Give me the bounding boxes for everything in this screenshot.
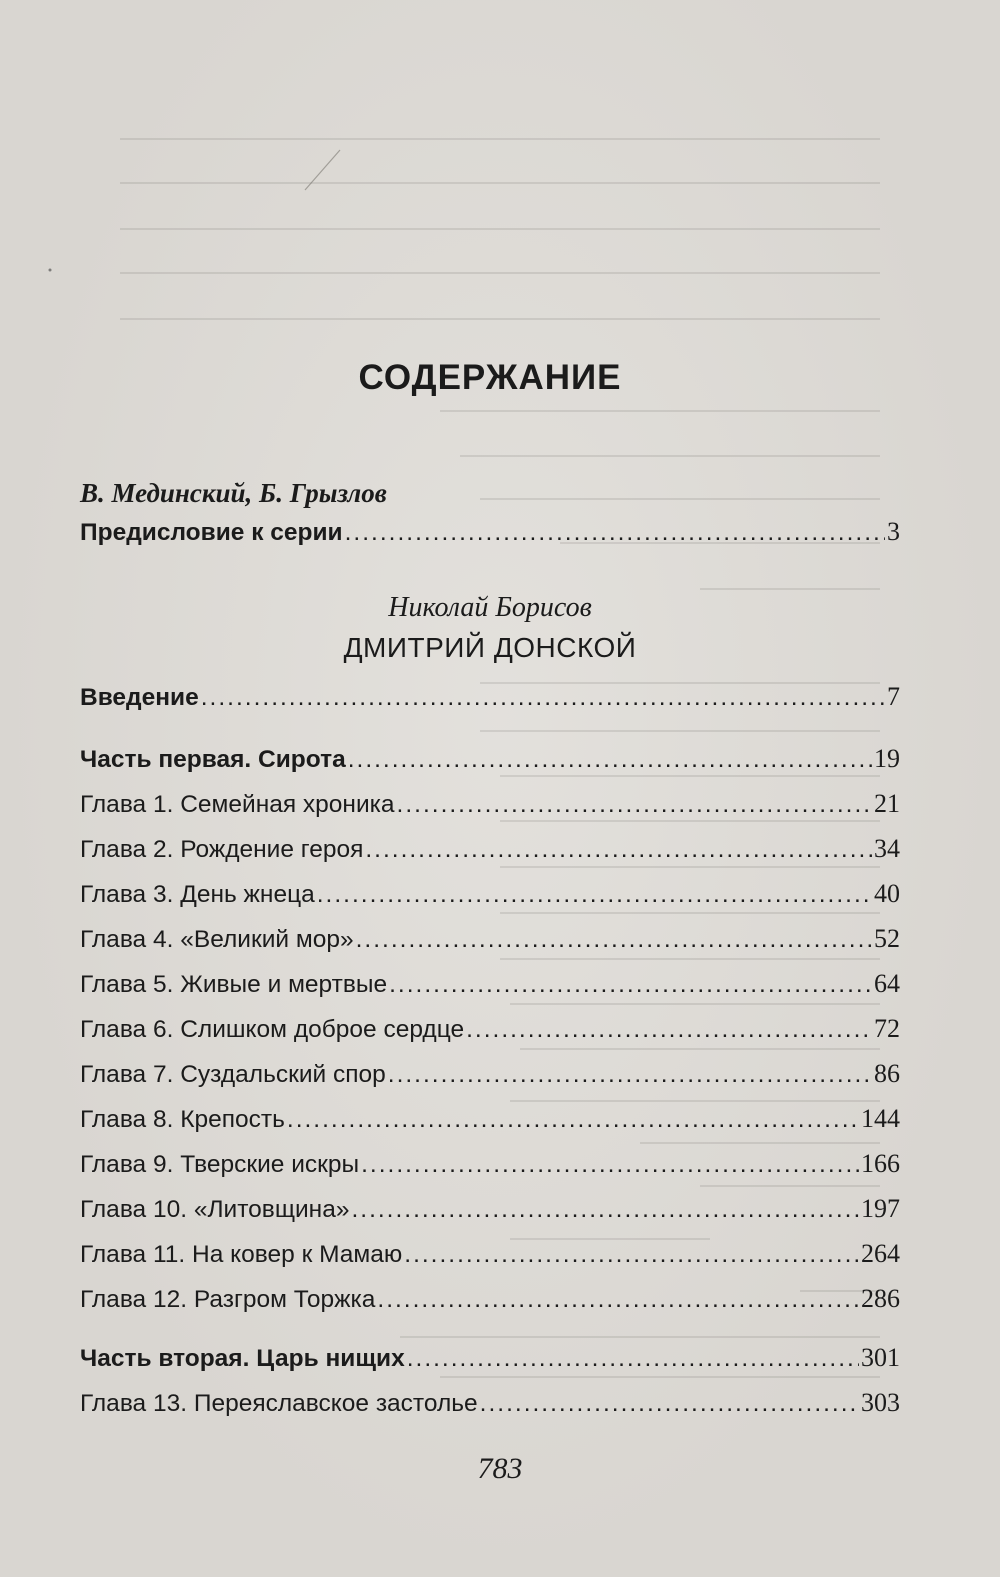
toc-entry-page: 21 xyxy=(874,789,900,818)
toc-entry xyxy=(80,1194,900,1232)
dot-leader xyxy=(351,1196,859,1224)
dot-leader xyxy=(389,971,872,999)
toc-entry xyxy=(80,517,900,555)
book-author: Николай Борисов xyxy=(388,592,592,623)
toc-entry xyxy=(80,1059,900,1097)
pencil-mark xyxy=(300,140,360,200)
toc-entry-page: 303 xyxy=(861,1388,900,1417)
toc-entry-label: Глава 9. Тверские искры xyxy=(80,1151,360,1178)
toc-entry-page: 3 xyxy=(887,517,900,546)
toc-entry-label: Глава 12. Разгром Торжка xyxy=(80,1286,376,1313)
toc-entry-page: 19 xyxy=(874,744,900,773)
toc-entry-label: Глава 10. «Литовщина» xyxy=(80,1196,350,1223)
toc-entry-page: 40 xyxy=(874,879,900,908)
dot-leader xyxy=(356,926,872,954)
toc-entry-label: Глава 2. Рождение героя xyxy=(80,836,364,863)
toc-entry-label: Глава 13. Переяславское застолье xyxy=(80,1390,478,1417)
dot-leader xyxy=(466,1016,872,1044)
toc-entry-label: Предисловие к серии xyxy=(80,519,343,546)
toc-entry-label: Часть первая. Сирота xyxy=(80,746,346,773)
page-number: 783 xyxy=(477,1452,523,1485)
toc-entry xyxy=(80,1388,900,1426)
toc-entry xyxy=(80,1239,900,1277)
toc-entry xyxy=(80,1284,900,1322)
toc-entry-page: 34 xyxy=(874,834,900,863)
toc-entry xyxy=(80,1149,900,1187)
dot-leader xyxy=(345,519,885,547)
dot-leader xyxy=(407,1345,859,1373)
toc-entry xyxy=(80,744,900,782)
toc-entry-page: 86 xyxy=(874,1059,900,1088)
dot-leader xyxy=(397,791,872,819)
toc-entry xyxy=(80,924,900,962)
dot-leader xyxy=(317,881,872,909)
toc-entry-page: 52 xyxy=(874,924,900,953)
dot-leader xyxy=(480,1390,859,1418)
toc-entry-page: 64 xyxy=(874,969,900,998)
toc-entry xyxy=(80,1104,900,1142)
toc-entry-page: 286 xyxy=(861,1284,900,1313)
toc-entry xyxy=(80,789,900,827)
toc-entry-page: 7 xyxy=(887,682,900,711)
toc-entry xyxy=(80,969,900,1007)
dot-leader xyxy=(388,1061,872,1089)
toc-entry-label: Глава 5. Живые и мертвые xyxy=(80,971,388,998)
toc-entry-label: Глава 8. Крепость xyxy=(80,1106,285,1133)
dot-leader xyxy=(404,1241,859,1269)
toc-entry xyxy=(80,879,900,917)
dot-leader xyxy=(377,1286,859,1314)
toc-entry xyxy=(80,1343,900,1381)
toc-entry-label: Введение xyxy=(80,684,199,711)
toc-entry xyxy=(80,1014,900,1052)
dot-leader xyxy=(201,684,885,712)
toc-entry-page: 144 xyxy=(861,1104,900,1133)
toc-entry-label: Глава 1. Семейная хроника xyxy=(80,791,395,818)
dust-mark xyxy=(40,260,60,280)
toc-entry-label: Глава 6. Слишком доброе сердце xyxy=(80,1016,465,1043)
toc-entry xyxy=(80,834,900,872)
dot-leader xyxy=(287,1106,859,1134)
book-title: ДМИТРИЙ ДОНСКОЙ xyxy=(343,632,637,663)
toc-entry xyxy=(80,682,900,720)
toc-entry-label: Глава 7. Суздальский спор xyxy=(80,1061,386,1088)
toc-entry-page: 301 xyxy=(861,1343,900,1372)
dot-leader xyxy=(361,1151,859,1179)
page-title: СОДЕРЖАНИЕ xyxy=(358,358,622,397)
toc-entry-page: 197 xyxy=(861,1194,900,1223)
toc-entry-page: 166 xyxy=(861,1149,900,1178)
toc-entry-label: Глава 3. День жнеца xyxy=(80,881,315,908)
toc-entry-page: 72 xyxy=(874,1014,900,1043)
toc-entry-label: Глава 11. На ковер к Мамаю xyxy=(80,1241,403,1268)
toc-entry-label: Глава 4. «Великий мор» xyxy=(80,926,354,953)
toc-entry-label: Часть вторая. Царь нищих xyxy=(80,1345,405,1372)
dot-leader xyxy=(365,836,872,864)
foreword-authors: В. Мединский, Б. Грызлов xyxy=(80,478,387,508)
dot-leader xyxy=(348,746,872,774)
toc-entry-page: 264 xyxy=(861,1239,900,1268)
